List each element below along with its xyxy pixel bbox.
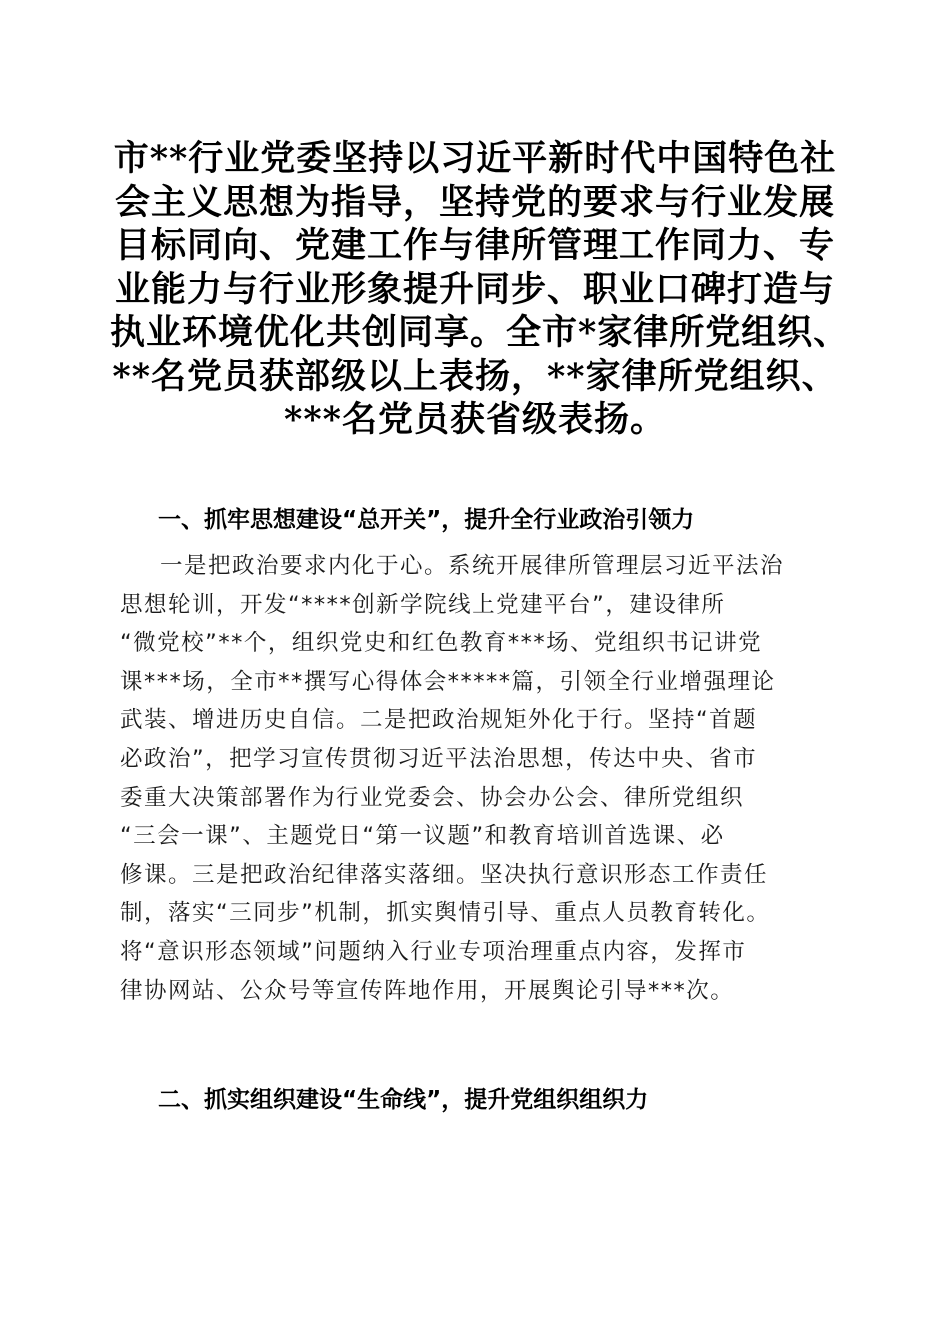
title-line: 业能力与行业形象提升同步、职业口碑打造与 <box>114 268 835 310</box>
title-line: **名党员获部级以上表扬，**家律所党组织、 <box>112 355 838 397</box>
paragraph-line: 律协网站、公众号等宣传阵地作用，开展舆论引导***次。 <box>120 977 735 1004</box>
title-line: ***名党员获省级表扬。 <box>284 399 666 440</box>
paragraph-line: 委重大决策部署作为行业党委会、协会办公会、律所党组织 <box>120 784 745 811</box>
paragraph-line: 课***场，全市**撰写心得体会*****篇，引领全行业增强理论 <box>120 668 776 695</box>
paragraph-line: 将“意识形态领域”问题纳入行业专项治理重点内容，发挥市 <box>120 938 747 965</box>
paragraph-line: “微党校”**个，组织党史和红色教育***场、党组织书记讲党 <box>120 630 763 657</box>
document-title <box>110 137 850 442</box>
section-heading-2: 二、抓实组织建设“生命线”，提升党组织组织力 <box>158 1087 649 1113</box>
paragraph-line: 修课。三是把政治纪律落实落细。坚决执行意识形态工作责任 <box>120 861 769 888</box>
title-line: 市**行业党委坚持以习近平新时代中国特色社 <box>113 138 837 179</box>
paragraph-line: 一是把政治要求内化于心。系统开展律所管理层习近平法治 <box>160 553 785 579</box>
paragraph-line: 必政治”，把学习宣传贯彻习近平法治思想，传达中央、省市 <box>120 745 758 772</box>
section-heading-1: 一、抓牢思想建设“总开关”，提升全行业政治引领力 <box>158 507 695 533</box>
paragraph-line: 制，落实“三同步”机制，抓实舆情引导、重点人员教育转化。 <box>120 900 771 927</box>
title-line: 会主义思想为指导，坚持党的要求与行业发展 <box>114 181 835 223</box>
title-line: 目标同向、党建工作与律所管理工作同力、专 <box>114 225 835 266</box>
paragraph-line: 武装、增进历史自信。二是把政治规矩外化于行。坚持“首题 <box>120 707 758 734</box>
paragraph-line: “三会一课”、主题党日“第一议题”和教育培训首选课、必 <box>120 823 725 850</box>
paragraph-line: 思想轮训，开发“****创新学院线上党建平台”，建设律所 <box>120 591 726 618</box>
section-1-paragraph <box>120 547 840 1010</box>
title-line: 执业环境优化共创同享。全市*家律所党组织、 <box>110 312 850 353</box>
